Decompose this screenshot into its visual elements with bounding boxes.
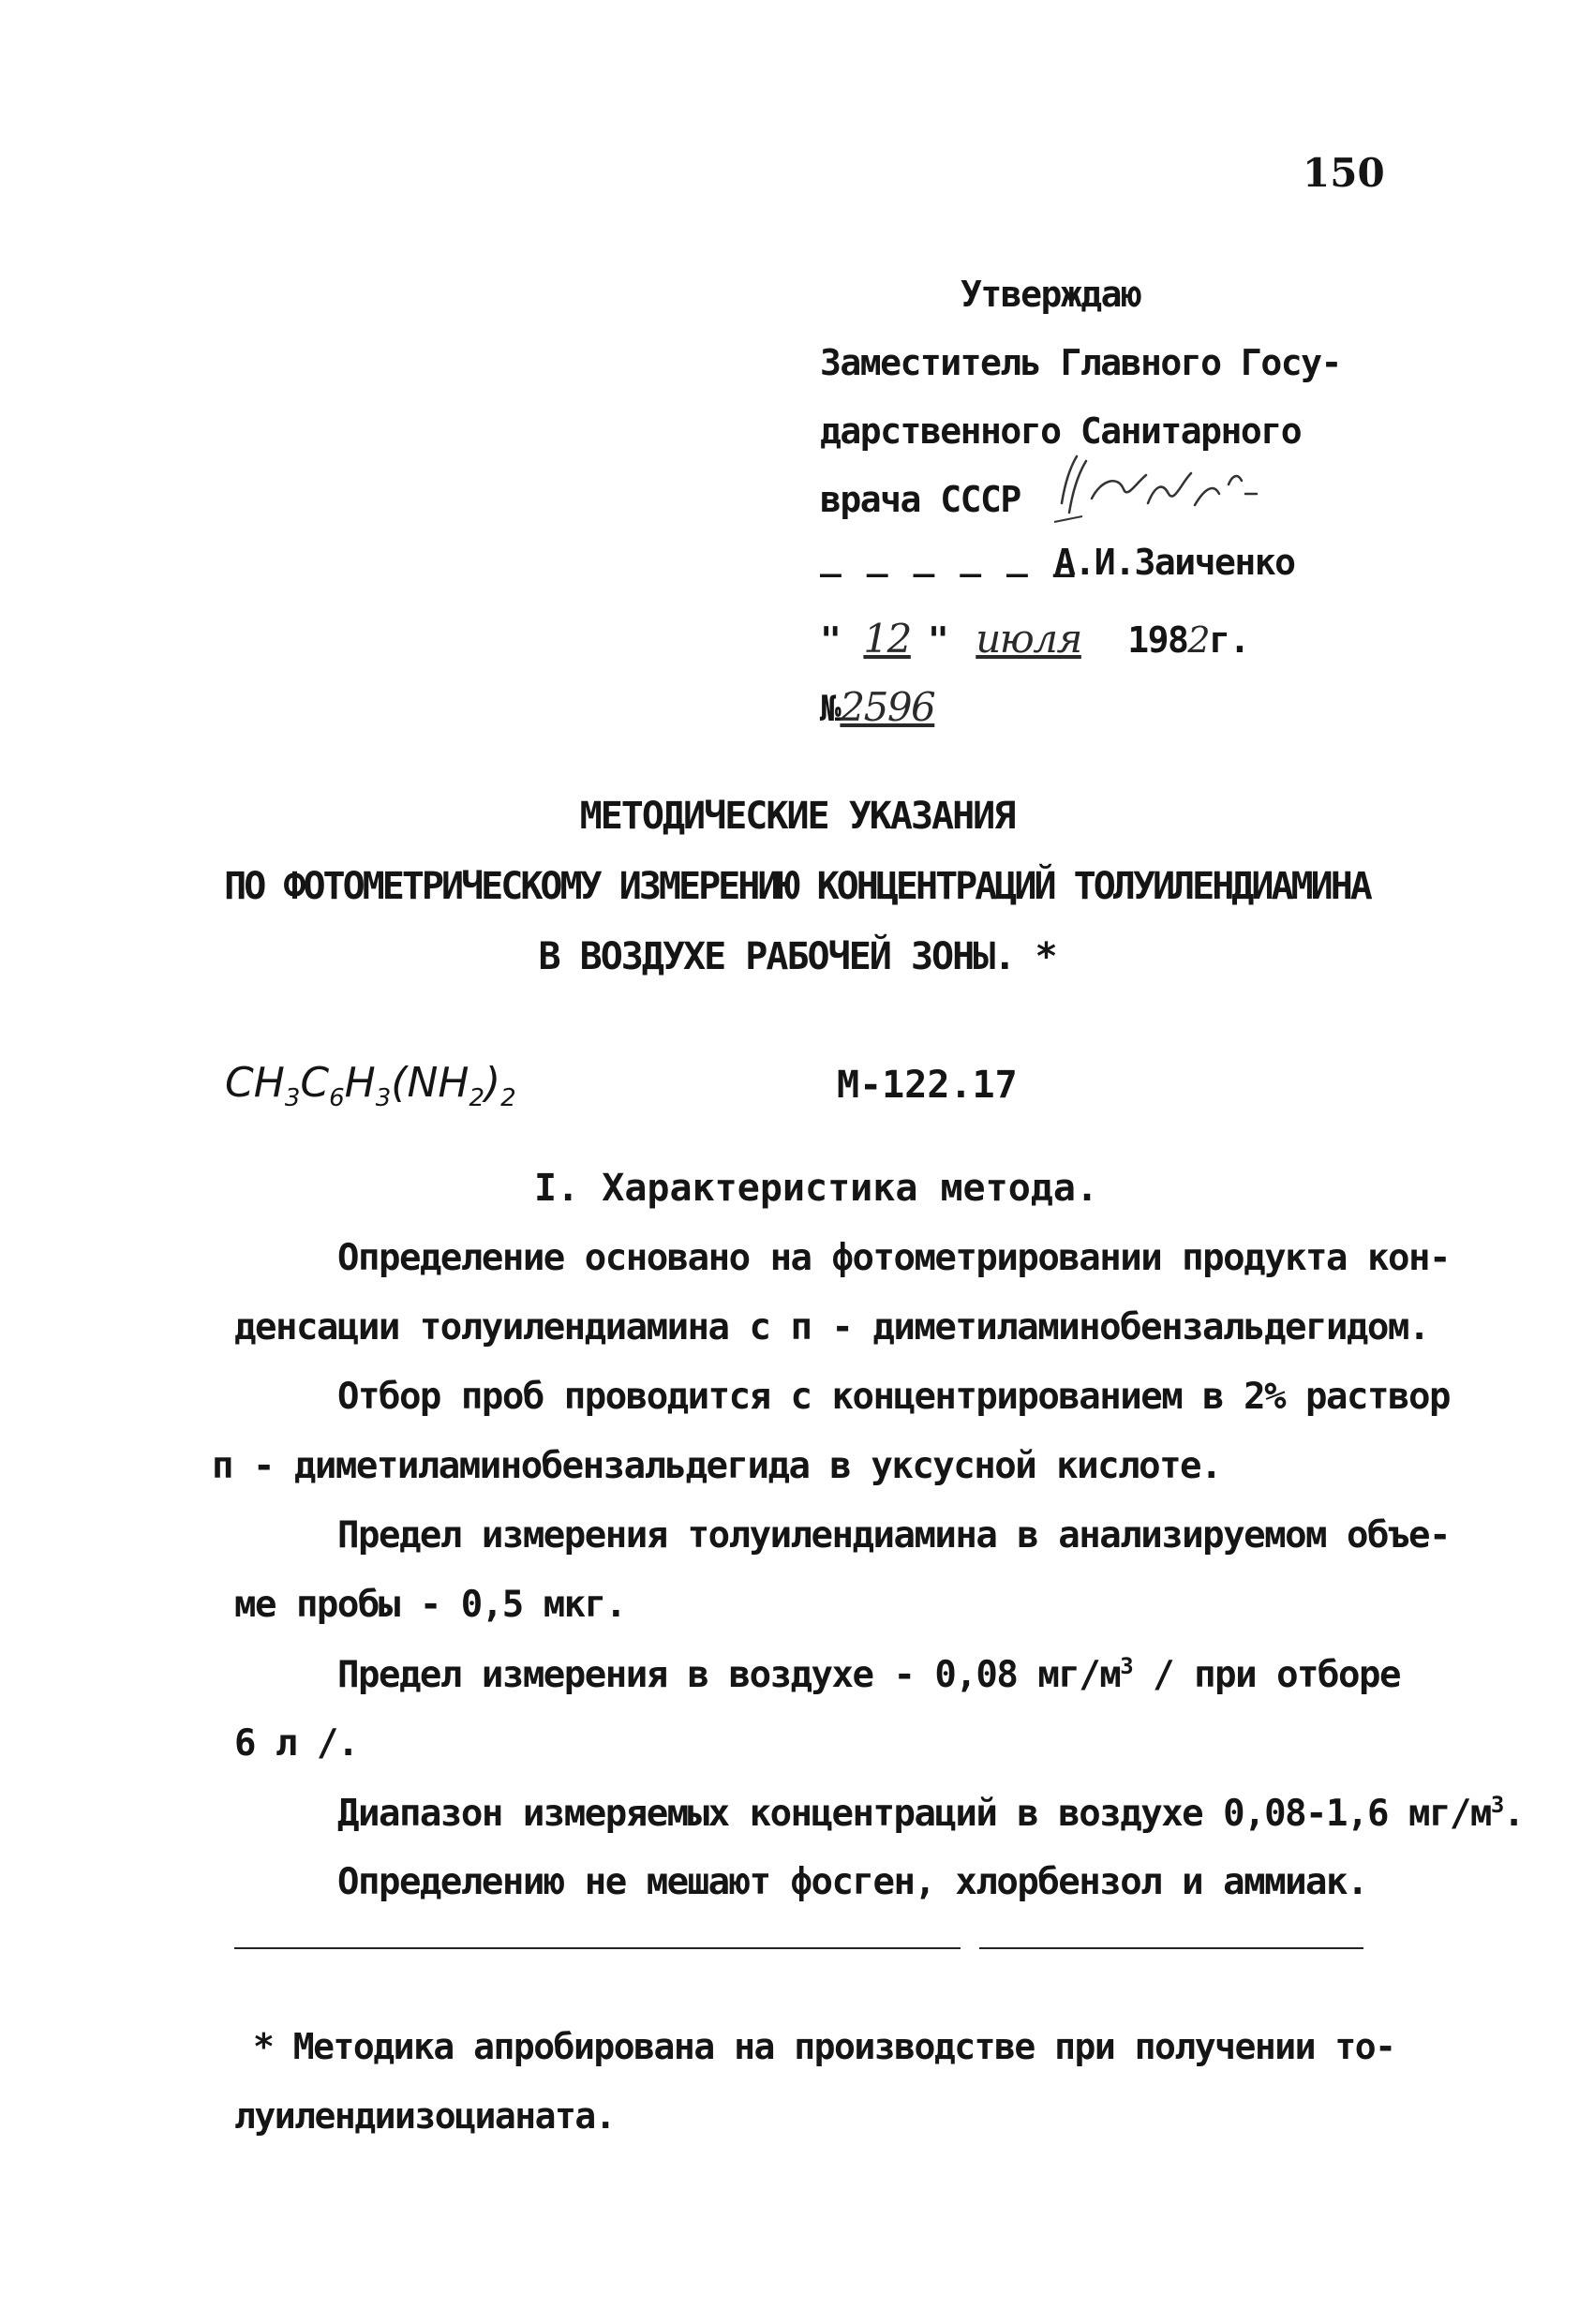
approval-line-2: дарственного Санитарного [820,410,1302,452]
formula-subscript: 6 [329,1083,345,1112]
number-prefix: № [820,688,841,729]
title-line-3: В ВОЗДУХЕ РАБОЧЕЙ ЗОНЫ. * [538,935,1056,978]
formula-part: (NH [391,1059,469,1107]
approval-number [820,684,934,730]
approval-date [820,616,1249,662]
title-line-1: МЕТОДИЧЕСКИЕ УКАЗАНИЯ [579,795,1015,838]
paragraph-line: Предел измерения толуилендиамина в анализируемом объе- [337,1514,1450,1557]
date-year-prefix: 198 [1127,619,1188,661]
paragraph-line: ме пробы - 0,5 мкг. [234,1584,626,1626]
footnote-divider [234,1947,961,1949]
footnote-line: луилендиизоцианата. [234,2095,616,2137]
text-fragment: . [1502,1793,1524,1835]
paragraph-line [337,1792,1524,1835]
paragraph-line [337,1653,1400,1696]
date-open-quote: " [820,619,841,661]
paragraph-line: Определению не мешают фосген, хлорбензол и аммиак. [337,1861,1367,1903]
number-value: 2596 [840,684,935,730]
date-year-digit: 2 [1187,619,1210,661]
paragraph-line: Отбор проб проводится с концентрированием в 2% раствор [337,1376,1450,1418]
title-line-2: ПО ФОТОМЕТРИЧЕСКОМУ ИЗМЕРЕНИЮ КОНЦЕНТРАЦИЙ ТОЛУИЛЕНДИАМИНА [224,865,1370,908]
method-code: М-122.17 [837,1064,1018,1107]
text-fragment: Диапазон измеряемых концентраций в воздухе 0,08-1,6 мг/м [337,1793,1491,1835]
approver-name: А.И.Заиченко [1054,542,1295,583]
date-month: июля [976,616,1081,662]
approval-line-1: Заместитель Главного Госу- [820,342,1341,383]
formula-part: ) [484,1059,501,1107]
text-fragment: Предел измерения в воздухе - 0,08 мг/м [337,1654,1121,1696]
formula-subscript: 2 [500,1083,516,1112]
superscript: 3 [1120,1653,1133,1679]
approval-heading: Утверждаю [961,274,1141,315]
approval-line-3: врача СССР [820,479,1020,520]
date-day: 12 [863,616,911,662]
signature-line: _ _ _ _ _ _ [820,536,1077,577]
paragraph-line: денсации толуилендиамина с п - диметиламинобензальдегидом. [234,1306,1429,1348]
paragraph-line: п - диметиламинобензальдегида в уксусной кислоте. [212,1445,1222,1487]
formula-subscript: 2 [469,1083,484,1112]
footnote-line: * Методика апробирована на производстве при получении то- [253,2026,1395,2067]
paragraph-line: Определение основано на фотометрировании продукта кон- [337,1237,1450,1279]
page-number: 150 [1303,150,1385,196]
formula-part: C [300,1059,330,1107]
date-year-suffix: г. [1209,619,1249,661]
formula-subscript: 3 [375,1083,392,1112]
date-close-quote: " [927,619,948,661]
formula-part: H [344,1059,376,1107]
section-title: I. Характеристика метода. [534,1167,1099,1210]
chemical-formula [225,1059,516,1112]
text-fragment: / при отборе [1132,1654,1400,1696]
formula-part: CH [225,1059,285,1107]
signature [1045,447,1260,531]
formula-subscript: 3 [284,1083,301,1112]
superscript: 3 [1490,1792,1503,1818]
footnote-divider [979,1947,1363,1949]
paragraph-line: 6 л /. [234,1722,358,1765]
